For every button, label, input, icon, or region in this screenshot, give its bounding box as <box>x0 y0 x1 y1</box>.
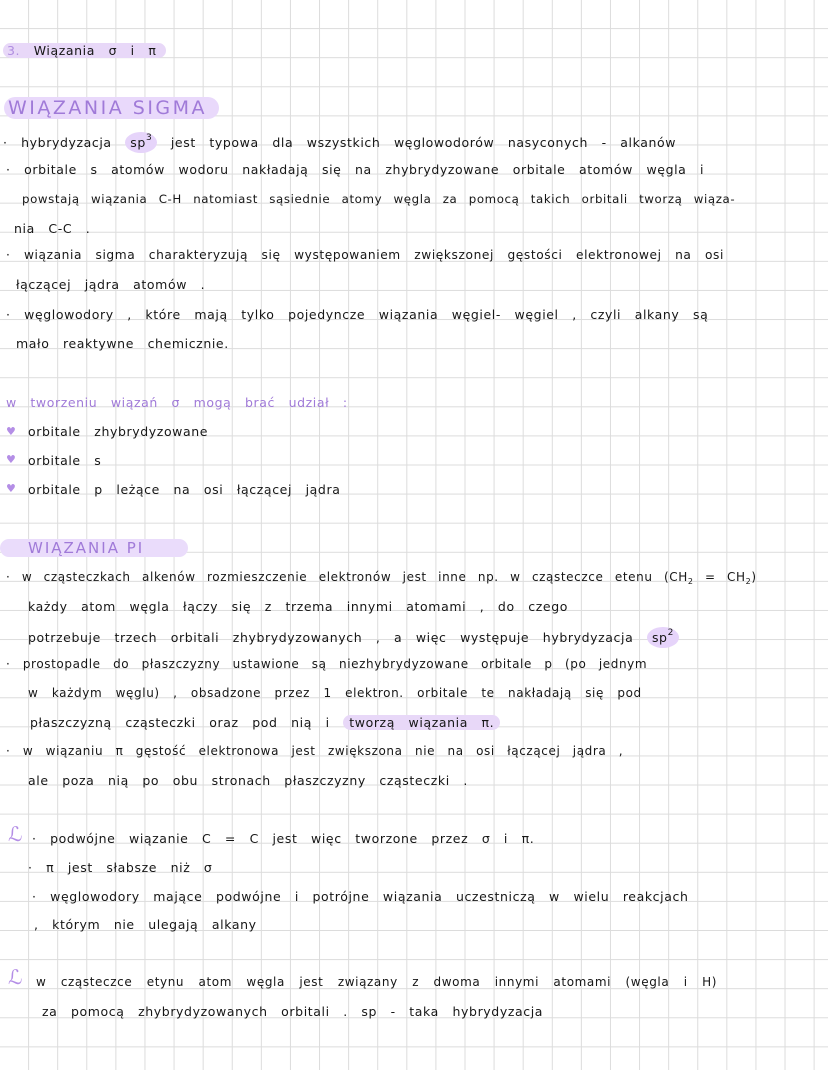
sigma-heading: WIĄZANIA SIGMA <box>4 97 219 119</box>
note1-line-2: · π jest słabsze niż σ <box>28 860 213 875</box>
pi-line-1: · w cząsteczkach alkenów rozmieszczenie elektronów jest inne np. w cząsteczce etenu $(CH_2 = CH_2)$ <box>6 570 757 586</box>
bow-icon: ℒ <box>8 965 23 989</box>
heart-icon: ♥ <box>6 482 16 495</box>
participants-intro: w tworzeniu wiązań σ mogą brać udział : <box>6 395 348 410</box>
sigma-line-1: · hybrydyzacja $sp^3$ jest typowa dla wszystkich węglowodorów nasyconych - alkanów <box>3 133 676 150</box>
sigma-line-8: mało reaktywne chemicznie. <box>16 336 229 351</box>
section-title <box>3 43 166 58</box>
pi-heading: WIĄZANIA PI <box>0 539 188 557</box>
pi-line-7: · w wiązaniu π gęstość elektronowa jest zwiększona nie na osi łączącej jądra , <box>6 744 624 758</box>
pi-line-5: w każdym węglu) , obsadzone przez 1 elektron. orbitale te nakładają się pod <box>28 686 642 700</box>
sigma-line-3: powstają wiązania C-H natomiast sąsiednie atomy węgla za pomocą takich orbitali tworzą wiąza- <box>22 192 736 206</box>
pi-line-4: · prostopadle do płaszczyzny ustawione są niezhybrydyzowane orbitale p (po jednym <box>6 657 648 671</box>
note2-line-2: za pomocą zhybrydyzowanych orbitali . sp - taka hybrydyzacja <box>42 1004 544 1019</box>
ethene-formula: $(CH_2 = CH_2)$ <box>663 570 757 586</box>
pi-line-8: ale poza nią po obu stronach płaszczyzny cząsteczki . <box>28 773 468 788</box>
pi-line-3: potrzebuje trzech orbitali zhybrydyzowanych , a więc występuje hybrydyzacja $sp^2$ <box>28 628 679 645</box>
participant-3: orbitale p leżące na osi łączącej jądra <box>28 482 341 497</box>
pi-line-6: płaszczyzną cząsteczki oraz pod nią i tworzą wiązania π. <box>30 715 500 730</box>
note1-line-4: , którym nie ulegają alkany <box>34 917 257 932</box>
note1-line-1: · podwójne wiązanie C = C jest więc tworzone przez σ i π. <box>32 831 535 846</box>
participant-1: orbitale zhybrydyzowane <box>28 424 209 439</box>
sigma-line-2: · orbitale s atomów wodoru nakładają się na zhybrydyzowane orbitale atomów węgla i <box>6 162 705 177</box>
bow-icon: ℒ <box>8 822 23 846</box>
note1-line-3: · węglowodory mające podwójne i potrójne wiązania uczestniczą w wielu reakcjach <box>32 889 689 904</box>
sigma-line-6: łączącej jądra atomów . <box>16 277 206 292</box>
heart-icon: ♥ <box>6 453 16 466</box>
sigma-line-7: · węglowodory , które mają tylko pojedyncze wiązania węgiel- węgiel , czyli alkany są <box>6 307 709 322</box>
sigma-line-5: · wiązania sigma charakteryzują się występowaniem zwiększonej gęstości elektronowej na osi <box>6 248 724 262</box>
participant-2: orbitale s <box>28 453 102 468</box>
pi-line-2: każdy atom węgla łączy się z trzema innymi atomami , do czego <box>28 599 568 614</box>
sigma-line-4: nia C-C . <box>14 221 91 236</box>
note2-line-1: w cząsteczce etynu atom węgla jest związany z dwoma innymi atomami (węgla i H) <box>36 975 717 989</box>
section-number: 3. <box>7 43 21 58</box>
section-title-text: Wiązania σ i π <box>33 43 157 58</box>
sp2-badge: $sp^2$ <box>647 627 679 648</box>
highlighted-text: tworzą wiązania π. <box>343 715 500 730</box>
heart-icon: ♥ <box>6 425 16 438</box>
sp3-badge: $sp^3$ <box>125 132 157 153</box>
